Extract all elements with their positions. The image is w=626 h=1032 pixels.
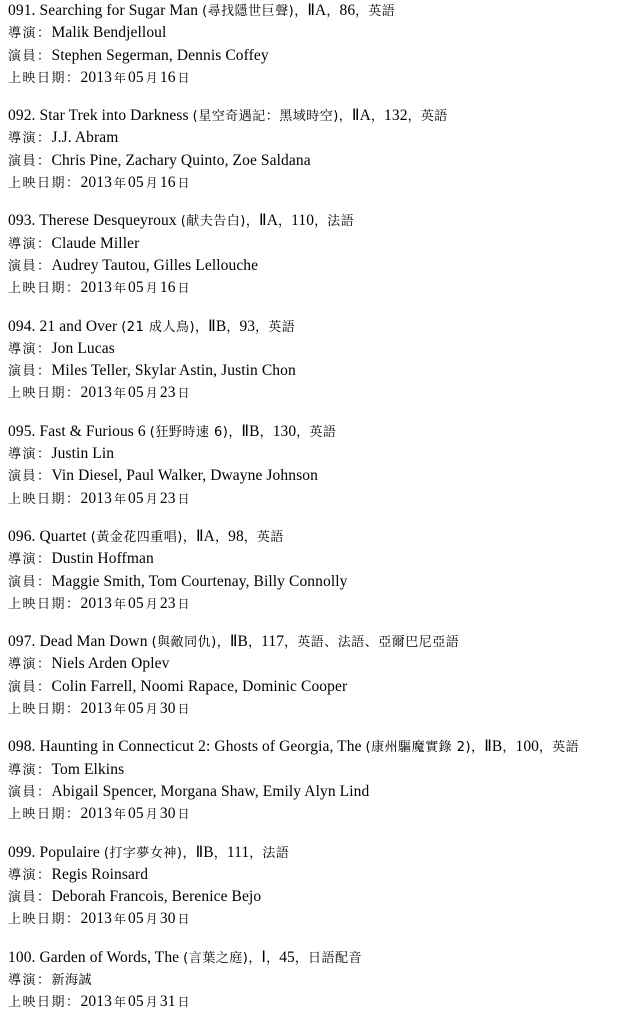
day-unit: 日 [177, 386, 190, 401]
film-number: 099. [8, 843, 36, 861]
separator-comma: ， [326, 4, 340, 19]
film-number: 096. [8, 527, 36, 545]
director-label: 導演： [8, 657, 52, 673]
release-year: 2013 [80, 68, 112, 86]
separator-comma: ， [226, 319, 240, 335]
month-unit: 月 [145, 596, 158, 611]
film-title-en: Garden of Words, The [39, 948, 180, 966]
year-unit: 年 [113, 596, 127, 611]
film-rating: ⅡB [484, 738, 503, 756]
release-month: 05 [128, 700, 144, 718]
film-title-en: Dead Man Down [39, 633, 148, 651]
film-entry [0, 526, 626, 615]
director-label: 導演： [8, 26, 52, 42]
month-unit: 月 [145, 995, 158, 1010]
separator-comma: ， [314, 214, 328, 230]
year-unit: 年 [113, 702, 127, 717]
cast-label: 演員： [8, 784, 52, 800]
separator-comma: ， [502, 740, 516, 756]
separator-comma: ， [228, 424, 242, 440]
month-unit: 月 [145, 807, 158, 822]
release-month: 05 [128, 910, 144, 928]
film-cast: Maggie Smith, Tom Courtenay, Billy Connolly [51, 572, 348, 590]
year-unit: 年 [113, 386, 127, 401]
film-entry [0, 316, 626, 405]
release-month: 05 [128, 384, 144, 402]
separator-comma: ， [296, 424, 310, 440]
film-director: Jon Lucas [51, 339, 115, 357]
film-title-line [0, 0, 626, 22]
film-rating: ⅡA [258, 212, 278, 230]
cast-label: 演員： [8, 679, 52, 695]
film-director: Claude Miller [51, 234, 140, 252]
release-year: 2013 [80, 594, 112, 612]
separator-comma: ， [245, 214, 259, 230]
film-title-line [0, 526, 626, 548]
film-director-line [0, 759, 626, 781]
release-day: 30 [159, 910, 176, 928]
month-unit: 月 [145, 281, 158, 296]
release-label: 上映日期： [8, 912, 81, 928]
release-label: 上映日期： [8, 491, 81, 507]
film-language: 英語 [552, 740, 580, 756]
release-day: 30 [159, 805, 176, 823]
director-label: 導演： [8, 552, 52, 568]
director-label: 導演： [8, 762, 52, 778]
film-director: J.J. Abram [51, 129, 119, 147]
film-cast-line [0, 360, 626, 382]
film-director-line [0, 653, 626, 675]
film-rating: Ⅰ [261, 948, 267, 966]
film-release-line [0, 382, 626, 404]
separator-comma: ， [471, 740, 485, 756]
film-title-zh: (狂野時速 6) [149, 424, 229, 440]
film-director: Malik Bendjelloul [51, 24, 167, 42]
cast-label: 演員： [8, 890, 52, 906]
film-director-line [0, 338, 626, 360]
film-cast-line [0, 150, 626, 172]
film-entry [0, 421, 626, 510]
release-label: 上映日期： [8, 386, 81, 402]
film-number: 093. [8, 212, 36, 230]
film-title-line [0, 105, 626, 127]
separator-comma: ， [338, 109, 352, 125]
month-unit: 月 [145, 70, 158, 85]
release-label: 上映日期： [8, 70, 81, 86]
film-director: 新海誠 [51, 972, 93, 988]
film-title-line [0, 210, 626, 232]
release-day: 16 [159, 174, 176, 192]
film-cast: Miles Teller, Skylar Astin, Justin Chon [51, 362, 296, 380]
film-duration: 86 [339, 2, 356, 19]
film-rating: ⅡB [195, 843, 214, 861]
day-unit: 日 [177, 70, 190, 85]
film-title-en: 21 and Over [39, 317, 118, 335]
separator-comma: ， [259, 424, 273, 440]
film-entry [0, 842, 626, 931]
film-director: Justin Lin [51, 445, 115, 463]
film-language: 法語 [262, 845, 290, 861]
separator-comma: ， [243, 529, 257, 545]
film-cast: Stephen Segerman, Dennis Coffey [51, 46, 269, 64]
film-title-en: Therese Desqueyroux [39, 212, 177, 230]
release-label: 上映日期： [8, 176, 81, 192]
film-release-line [0, 803, 626, 825]
film-release-line [0, 488, 626, 510]
separator-comma: ， [294, 4, 308, 19]
film-number: 094. [8, 317, 36, 335]
film-number: 100. [8, 948, 36, 966]
cast-label: 演員： [8, 574, 52, 590]
cast-label: 演員： [8, 258, 52, 274]
separator-comma: ， [248, 635, 262, 651]
film-entry [0, 947, 626, 1014]
release-year: 2013 [80, 174, 112, 192]
release-year: 2013 [80, 279, 112, 297]
release-day: 30 [159, 700, 176, 718]
release-day: 23 [159, 594, 176, 612]
film-duration: 111 [226, 843, 250, 861]
director-label: 導演： [8, 341, 52, 357]
film-title-line [0, 736, 626, 758]
separator-comma: ， [213, 845, 227, 861]
film-number: 091. [8, 2, 36, 19]
film-rating: ⅡB [241, 422, 260, 440]
year-unit: 年 [113, 70, 127, 85]
film-release-line [0, 908, 626, 930]
release-label: 上映日期： [8, 995, 81, 1011]
film-title-en: Populaire [39, 843, 100, 861]
film-language: 英語 [256, 529, 284, 545]
separator-comma: ， [370, 109, 385, 125]
release-year: 2013 [80, 489, 112, 507]
film-duration: 132 [384, 107, 408, 125]
director-label: 導演： [8, 972, 52, 988]
film-cast-line [0, 886, 626, 908]
film-entry [0, 0, 626, 89]
film-title-en: Star Trek into Darkness [39, 107, 189, 125]
year-unit: 年 [113, 281, 127, 296]
film-number: 092. [8, 107, 36, 125]
film-title-line [0, 947, 626, 969]
separator-comma: ， [407, 109, 421, 125]
film-title-zh: (與敵同仇) [151, 635, 217, 651]
film-number: 097. [8, 633, 36, 651]
cast-label: 演員： [8, 364, 52, 380]
film-title-zh: (21 成人鳥) [121, 319, 196, 335]
release-day: 16 [159, 279, 176, 297]
year-unit: 年 [113, 912, 127, 927]
separator-comma: ， [355, 4, 369, 19]
film-title-zh: (言葉之庭) [183, 950, 249, 966]
release-year: 2013 [80, 993, 112, 1011]
film-rating: ⅡB [208, 317, 227, 335]
release-label: 上映日期： [8, 807, 81, 823]
film-language: 英語 [268, 319, 296, 335]
film-release-line [0, 991, 626, 1013]
separator-comma: ， [278, 214, 292, 230]
film-language: 法語 [327, 214, 355, 230]
separator-comma: ， [248, 950, 262, 966]
year-unit: 年 [113, 807, 127, 822]
film-cast-line [0, 255, 626, 277]
film-title-zh: (尋找隱世巨聲) [202, 4, 295, 19]
film-duration: 93 [239, 317, 256, 335]
director-label: 導演： [8, 131, 52, 147]
release-month: 05 [128, 594, 144, 612]
film-cast: Vin Diesel, Paul Walker, Dwayne Johnson [51, 467, 318, 485]
film-title-zh: (献夫告白) [180, 214, 246, 230]
day-unit: 日 [177, 702, 190, 717]
film-duration: 110 [291, 212, 315, 230]
release-month: 05 [128, 489, 144, 507]
film-language: 日語配音 [308, 950, 363, 966]
film-director-line [0, 864, 626, 886]
release-day: 31 [159, 993, 176, 1011]
release-month: 05 [128, 68, 144, 86]
film-director: Regis Roinsard [51, 865, 149, 883]
film-number: 098. [8, 738, 36, 756]
release-day: 23 [159, 489, 176, 507]
film-entry [0, 105, 626, 194]
film-director-line [0, 127, 626, 149]
film-director-line [0, 22, 626, 44]
film-duration: 100 [515, 738, 540, 756]
film-director: Dustin Hoffman [51, 550, 154, 568]
separator-comma: ， [195, 319, 209, 335]
film-entry [0, 736, 626, 825]
film-title-line [0, 842, 626, 864]
release-year: 2013 [80, 805, 112, 823]
film-rating: ⅡB [229, 633, 248, 651]
separator-comma: ， [266, 950, 280, 966]
release-year: 2013 [80, 700, 112, 718]
release-label: 上映日期： [8, 596, 81, 612]
year-unit: 年 [113, 995, 127, 1010]
film-title-en: Fast & Furious 6 [39, 422, 146, 440]
separator-comma: ， [182, 529, 196, 545]
film-title-zh: (星空奇遇記：黑域時空) [192, 109, 339, 125]
separator-comma: ， [255, 319, 269, 335]
film-language: 英語 [420, 109, 448, 125]
day-unit: 日 [177, 807, 190, 822]
film-release-line [0, 67, 626, 89]
film-director-line [0, 233, 626, 255]
film-title-en: Quartet [39, 527, 87, 545]
film-cast: Chris Pine, Zachary Quinto, Zoe Saldana [51, 151, 311, 169]
day-unit: 日 [177, 281, 190, 296]
film-release-line [0, 698, 626, 720]
film-title-zh: (康州驅魔實錄 2) [365, 740, 472, 756]
film-cast: Audrey Tautou, Gilles Lellouche [51, 256, 259, 274]
year-unit: 年 [113, 491, 127, 506]
year-unit: 年 [113, 176, 127, 191]
release-month: 05 [128, 993, 144, 1011]
release-year: 2013 [80, 384, 112, 402]
film-duration: 45 [279, 948, 295, 966]
separator-comma: ， [182, 845, 196, 861]
cast-label: 演員： [8, 153, 52, 169]
separator-comma: ， [284, 635, 298, 651]
director-label: 導演： [8, 236, 52, 252]
film-duration: 130 [272, 422, 297, 440]
film-cast-line [0, 781, 626, 803]
film-cast: Abigail Spencer, Morgana Shaw, Emily Alyn Lind [51, 782, 370, 800]
film-release-line [0, 277, 626, 299]
film-duration: 98 [228, 527, 244, 545]
film-director: Tom Elkins [51, 760, 125, 778]
day-unit: 日 [177, 995, 190, 1010]
release-day: 23 [159, 384, 176, 402]
release-year: 2013 [80, 910, 112, 928]
film-director: Niels Arden Oplev [51, 655, 170, 673]
day-unit: 日 [177, 491, 190, 506]
film-rating: ⅡA [195, 527, 215, 545]
film-director-line [0, 443, 626, 465]
film-director-line [0, 548, 626, 570]
film-language: 英語 [309, 424, 337, 440]
film-rating: ⅡA [307, 2, 327, 19]
film-director-line [0, 969, 626, 991]
film-title-zh: (打字夢女神) [103, 845, 183, 861]
film-rating: ⅡA [351, 107, 371, 125]
release-day: 16 [159, 68, 176, 86]
film-cast-line [0, 465, 626, 487]
film-cast-line [0, 45, 626, 67]
day-unit: 日 [177, 596, 190, 611]
release-label: 上映日期： [8, 281, 81, 297]
film-release-line [0, 593, 626, 615]
film-cast: Colin Farrell, Noomi Rapace, Dominic Cooper [51, 677, 348, 695]
separator-comma: ， [214, 529, 229, 545]
film-title-en: Haunting in Connecticut 2: Ghosts of Georgia, The [39, 738, 362, 756]
film-cast: Deborah Francois, Berenice Bejo [51, 888, 262, 906]
separator-comma: ， [294, 950, 309, 966]
film-duration: 117 [261, 633, 285, 651]
film-language: 英語 [368, 4, 396, 19]
release-label: 上映日期： [8, 702, 81, 718]
separator-comma: ， [539, 740, 553, 756]
film-entry [0, 631, 626, 720]
month-unit: 月 [145, 386, 158, 401]
release-month: 05 [128, 805, 144, 823]
month-unit: 月 [145, 176, 158, 191]
film-language: 英語、法語、亞爾巴尼亞語 [297, 635, 460, 651]
film-cast-line [0, 676, 626, 698]
film-cast-line [0, 571, 626, 593]
day-unit: 日 [177, 912, 190, 927]
separator-comma: ， [249, 845, 263, 861]
cast-label: 演員： [8, 48, 52, 64]
film-entry [0, 210, 626, 299]
release-month: 05 [128, 279, 144, 297]
month-unit: 月 [145, 702, 158, 717]
film-title-zh: (黃金花四重唱) [90, 529, 183, 545]
month-unit: 月 [145, 491, 158, 506]
separator-comma: ， [216, 635, 230, 651]
film-title-line [0, 631, 626, 653]
month-unit: 月 [145, 912, 158, 927]
director-label: 導演： [8, 867, 52, 883]
film-release-line [0, 172, 626, 194]
cast-label: 演員： [8, 469, 52, 485]
director-label: 導演： [8, 447, 52, 463]
film-number: 095. [8, 422, 36, 440]
release-month: 05 [128, 174, 144, 192]
film-title-line [0, 316, 626, 338]
day-unit: 日 [177, 176, 190, 191]
film-title-line [0, 421, 626, 443]
film-title-en: Searching for Sugar Man [39, 2, 199, 19]
